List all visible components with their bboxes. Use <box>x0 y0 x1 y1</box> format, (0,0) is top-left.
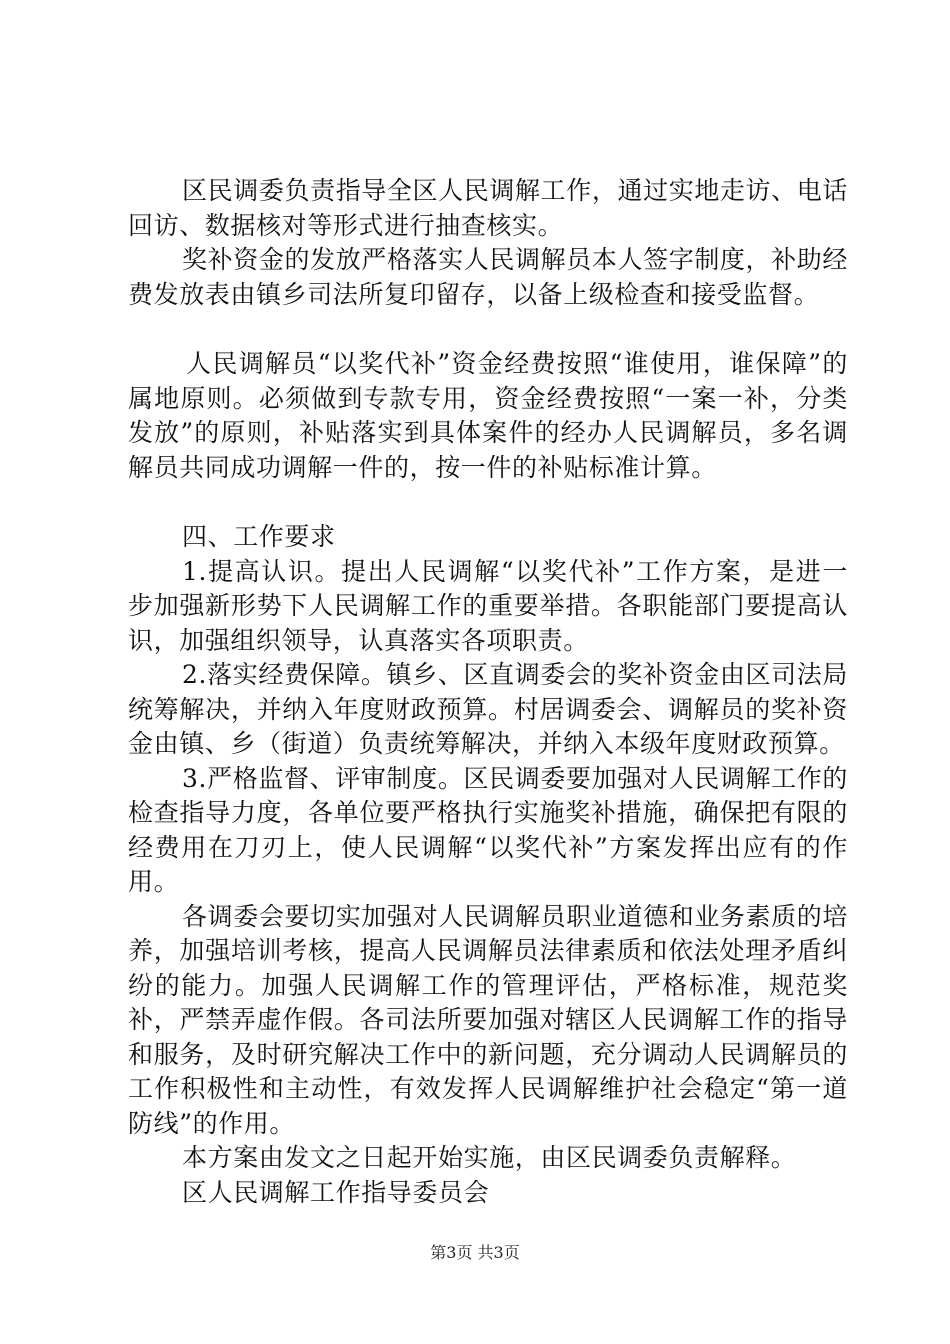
paragraph-effective-date: 本方案由发文之日起开始实施，由区民调委负责解释。 <box>182 1143 797 1172</box>
paragraph-signature-system: 奖补资金的发放严格落实人民调解员本人签字制度，补助经费发放表由镇乡司法所复印留存，以备上级检查和接受监督。 <box>128 245 848 309</box>
document-body <box>128 174 848 1210</box>
paragraph-requirement-1: 1.提高认识。提出人民调解“以奖代补”工作方案，是进一步加强新形势下人民调解工作的重要举措。各职能部门要提高认识，加强组织领导，认真落实各项职责。 <box>128 556 848 655</box>
issuing-authority: 区人民调解工作指导委员会 <box>182 1177 490 1207</box>
page-number-footer: 第3页 共3页 <box>430 1243 520 1262</box>
paragraph-requirement-2: 2.落实经费保障。镇乡、区直调委会的奖补资金由区司法局统筹解决，并纳入年度财政预算。村居调委会、调解员的奖补资金由镇、乡（街道）负责统筹解决，并纳入本级年度财政预算。 <box>128 660 848 758</box>
section-heading-requirements: 四、工作要求 <box>182 522 336 551</box>
paragraph-gap <box>128 485 848 520</box>
paragraph-gap <box>128 312 848 347</box>
paragraph-training: 各调委会要切实加强对人民调解员职业道德和业务素质的培养，加强培训考核，提高人民调解员法律素质和依法处理矛盾纠纷的能力。加强人民调解工作的管理评估，严格标准，规范奖补，严禁弄虚作假。各司法所要加强对辖区人民调解工作的指导和服务，及时研究解决工作中的新问题，充分调动人民调解员的工作积极性和主动性，有效发挥人民调解维护社会稳定“第一道防线”的作用。 <box>128 901 848 1138</box>
paragraph-requirement-3: 3.严格监督、评审制度。区民调委要加强对人民调解工作的检查指导力度，各单位要严格执行实施奖补措施，确保把有限的经费用在刀刃上，使人民调解“以奖代补”方案发挥出应有的作用。 <box>128 763 848 896</box>
paragraph-inspection: 区民调委负责指导全区人民调解工作，通过实地走访、电话回访、数据核对等形式进行抽查核实。 <box>128 176 848 240</box>
paragraph-funding-principle: 人民调解员“以奖代补”资金经费按照“谁使用，谁保障”的属地原则。必须做到专款专用，资金经费按照“一案一补，分类发放”的原则，补贴落实到具体案件的经办人民调解员，多名调解员共同成功调解一件的，按一件的补贴标准计算。 <box>128 349 848 482</box>
